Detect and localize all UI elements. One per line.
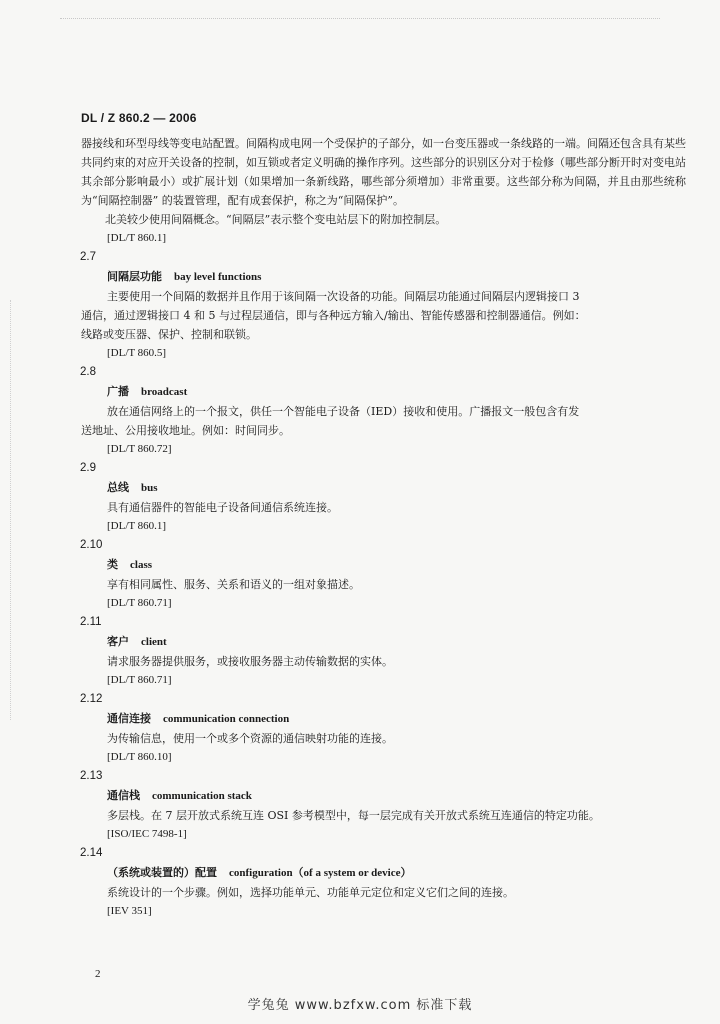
term-heading (107, 478, 686, 498)
scan-artifact-margin (10, 300, 12, 720)
document-body (81, 134, 686, 921)
term-heading (107, 632, 686, 652)
term-zh: 间隔层功能 (107, 270, 162, 283)
term-definition: 请求服务器提供服务，或接收服务器主动传输数据的实体。 (107, 655, 393, 668)
term-definition-cont: 送地址、公用接收地址。例如：时间同步。 (81, 424, 290, 437)
term-number: 2.7 (80, 251, 96, 263)
term-heading (107, 555, 686, 575)
term-heading (107, 382, 686, 402)
term-definition: 为传输信息，使用一个或多个资源的通信映射功能的连接。 (107, 732, 393, 745)
term-en: bay level functions (174, 271, 262, 283)
term-en: configuration（of a system or device） (229, 867, 412, 879)
term-source: [DL/T 860.71] (107, 597, 172, 609)
page-number: 2 (95, 968, 101, 980)
term-en: communication connection (163, 713, 290, 725)
intro-paragraph-2: 北美较少使用间隔概念。“间隔层”表示整个变电站层下的附加控制层。 (105, 213, 447, 226)
term-source: [IEV 351] (107, 905, 152, 917)
term-zh: （系统或装置的）配置 (107, 866, 217, 879)
intro-reference: [DL/T 860.1] (107, 232, 167, 244)
term-heading (107, 863, 686, 883)
term-source: [DL/T 860.10] (107, 751, 172, 763)
term-zh: 总线 (107, 481, 129, 494)
term-source: [DL/T 860.71] (107, 674, 172, 686)
scan-artifact (60, 18, 660, 20)
term-number: 2.9 (80, 462, 96, 474)
term-source: [ISO/IEC 7498-1] (107, 828, 187, 840)
term-entry (81, 690, 686, 767)
term-entry (81, 363, 686, 459)
term-heading (107, 786, 686, 806)
term-en: class (130, 559, 152, 571)
term-definition-cont: 线路或变压器、保护、控制和联锁。 (81, 328, 257, 341)
term-number: 2.14 (80, 847, 103, 859)
term-definition-cont: 通信，通过逻辑接口 4 和 5 与过程层通信，即与各种远方输入/输出、智能传感器和控制器通信。例如： (81, 309, 586, 322)
term-entry (81, 844, 686, 921)
term-definition: 具有通信器件的智能电子设备间通信系统连接。 (107, 501, 338, 514)
term-heading (107, 709, 686, 729)
watermark-footer: 学兔兔 www.bzfxw.com 标准下载 (247, 998, 473, 1013)
term-entry (81, 613, 686, 690)
term-en: broadcast (141, 386, 188, 398)
term-source: [DL/T 860.5] (107, 347, 167, 359)
term-number: 2.13 (80, 770, 103, 782)
term-definition: 享有相同属性、服务、关系和语义的一组对象描述。 (107, 578, 360, 591)
term-en: client (141, 636, 167, 648)
term-number: 2.10 (80, 539, 103, 551)
intro-paragraph: 器接线和环型母线等变电站配置。间隔构成电网一个受保护的子部分，如一台变压器或一条线路的一端。间隔还包含具有某些共同约束的对应开关设备的控制，如互锁或者定义明确的操作序列。这些部分的识别区分对于检修（哪些部分断开时对变电站其余部分影响最小）或扩展计划（如果增加一条新线路，哪些部分须增加）非常重要。这些部分称为间隔，并且由那些统称为“间隔控制器” 的装置管理，配有成套保护，称之为“间隔保护”。 (81, 137, 686, 207)
term-definition: 系统设计的一个步骤。例如，选择功能单元、功能单元定位和定义它们之间的连接。 (107, 886, 514, 899)
term-zh: 通信栈 (107, 789, 140, 802)
term-entry (81, 459, 686, 536)
term-en: bus (141, 482, 158, 494)
term-zh: 类 (107, 558, 118, 571)
term-heading (107, 267, 686, 287)
term-entry (81, 767, 686, 844)
term-zh: 广播 (107, 385, 129, 398)
term-number: 2.12 (80, 693, 103, 705)
term-number: 2.11 (80, 616, 102, 628)
term-source: [DL/T 860.1] (107, 520, 167, 532)
term-definition: 多层栈。在 7 层开放式系统互连 OSI 参考模型中，每一层完成有关开放式系统互连通信的特定功能。 (107, 809, 600, 822)
term-zh: 客户 (107, 635, 129, 648)
term-entry (81, 248, 686, 363)
term-number: 2.8 (80, 366, 96, 378)
document-id: DL / Z 860.2 — 2006 (81, 111, 197, 125)
term-en: communication stack (152, 790, 252, 802)
term-source: [DL/T 860.72] (107, 443, 172, 455)
term-zh: 通信连接 (107, 712, 151, 725)
term-definition: 主要使用一个间隔的数据并且作用于该间隔一次设备的功能。间隔层功能通过间隔层内逻辑接口 3 (107, 290, 580, 303)
term-definition: 放在通信网络上的一个报文，供任一个智能电子设备（IED）接收和使用。广播报文一般包含有发 (107, 405, 580, 418)
term-entry (81, 536, 686, 613)
